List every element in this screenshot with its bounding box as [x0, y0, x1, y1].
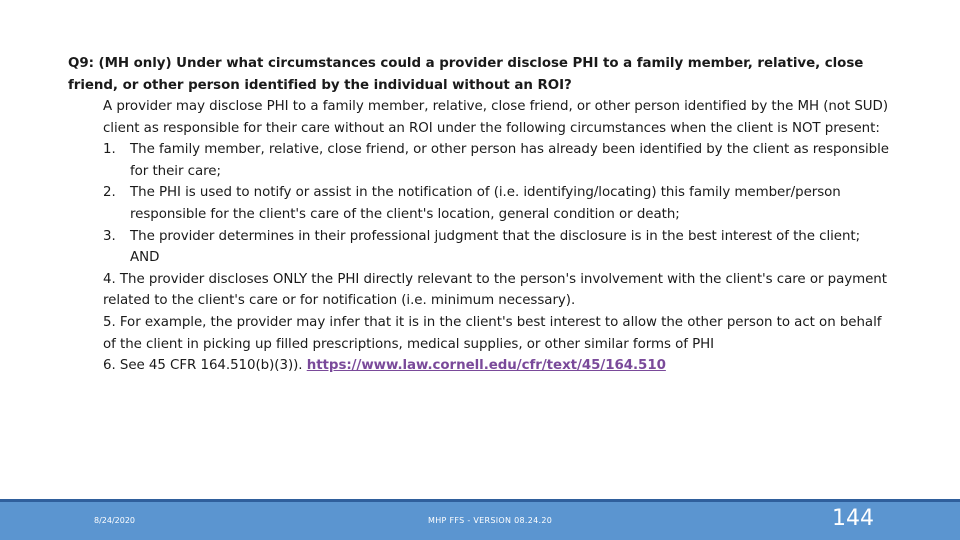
footer-date: 8/24/2020 — [94, 516, 136, 525]
answer-body — [103, 96, 893, 377]
list-item — [103, 182, 893, 225]
answer-intro: A provider may disclose PHI to a family member, relative, close friend, or other person identified by the MH (not SUD) client as responsible for their care without an ROI under the following circumstances when the client is NOT present: — [103, 99, 888, 136]
point-4: 4. The provider discloses ONLY the PHI directly relevant to the person's involvement with the client's care or payment related to the client's care or for notification (i.e. minimum necessary). — [103, 271, 887, 309]
footer-version: MHP FFS - VERSION 08.24.20 — [428, 516, 553, 525]
question-heading: Q9: (MH only) Under what circumstances could a provider disclose PHI to a family member, relative, close friend, or other person identified by the individual without an ROI? — [68, 56, 864, 93]
cfr-link[interactable]: https://www.law.cornell.edu/cfr/text/45/164.510 — [306, 358, 666, 374]
list-item-text: The PHI is used to notify or assist in the notification of (i.e. identifying/locating) this family member/person responsible for the client's care of the client's location, general condition or death; — [130, 185, 841, 222]
list-item-number: 2. — [103, 185, 116, 201]
point-5: 5. For example, the provider may infer that it is in the client's best interest to allow the other person to act on behalf of the client in picking up filled prescriptions, medical supplies, or other similar forms of PHI — [103, 314, 882, 352]
list-item-text: The provider determines in their professional judgment that the disclosure is in the best interest of the client; AND — [130, 228, 861, 266]
list-item-number: 1. — [103, 142, 116, 158]
list-item-number: 3. — [103, 228, 116, 244]
point-6 — [103, 355, 893, 377]
list-item — [103, 226, 893, 269]
point-6-text: 6. See 45 CFR 164.510(b)(3)). — [103, 358, 303, 374]
list-item — [103, 139, 893, 182]
list-item-text: The family member, relative, close friend, or other person has already been identified by the client as responsible for their care; — [130, 142, 889, 179]
page-number: 144 — [832, 506, 874, 531]
footer-bar — [0, 499, 960, 540]
